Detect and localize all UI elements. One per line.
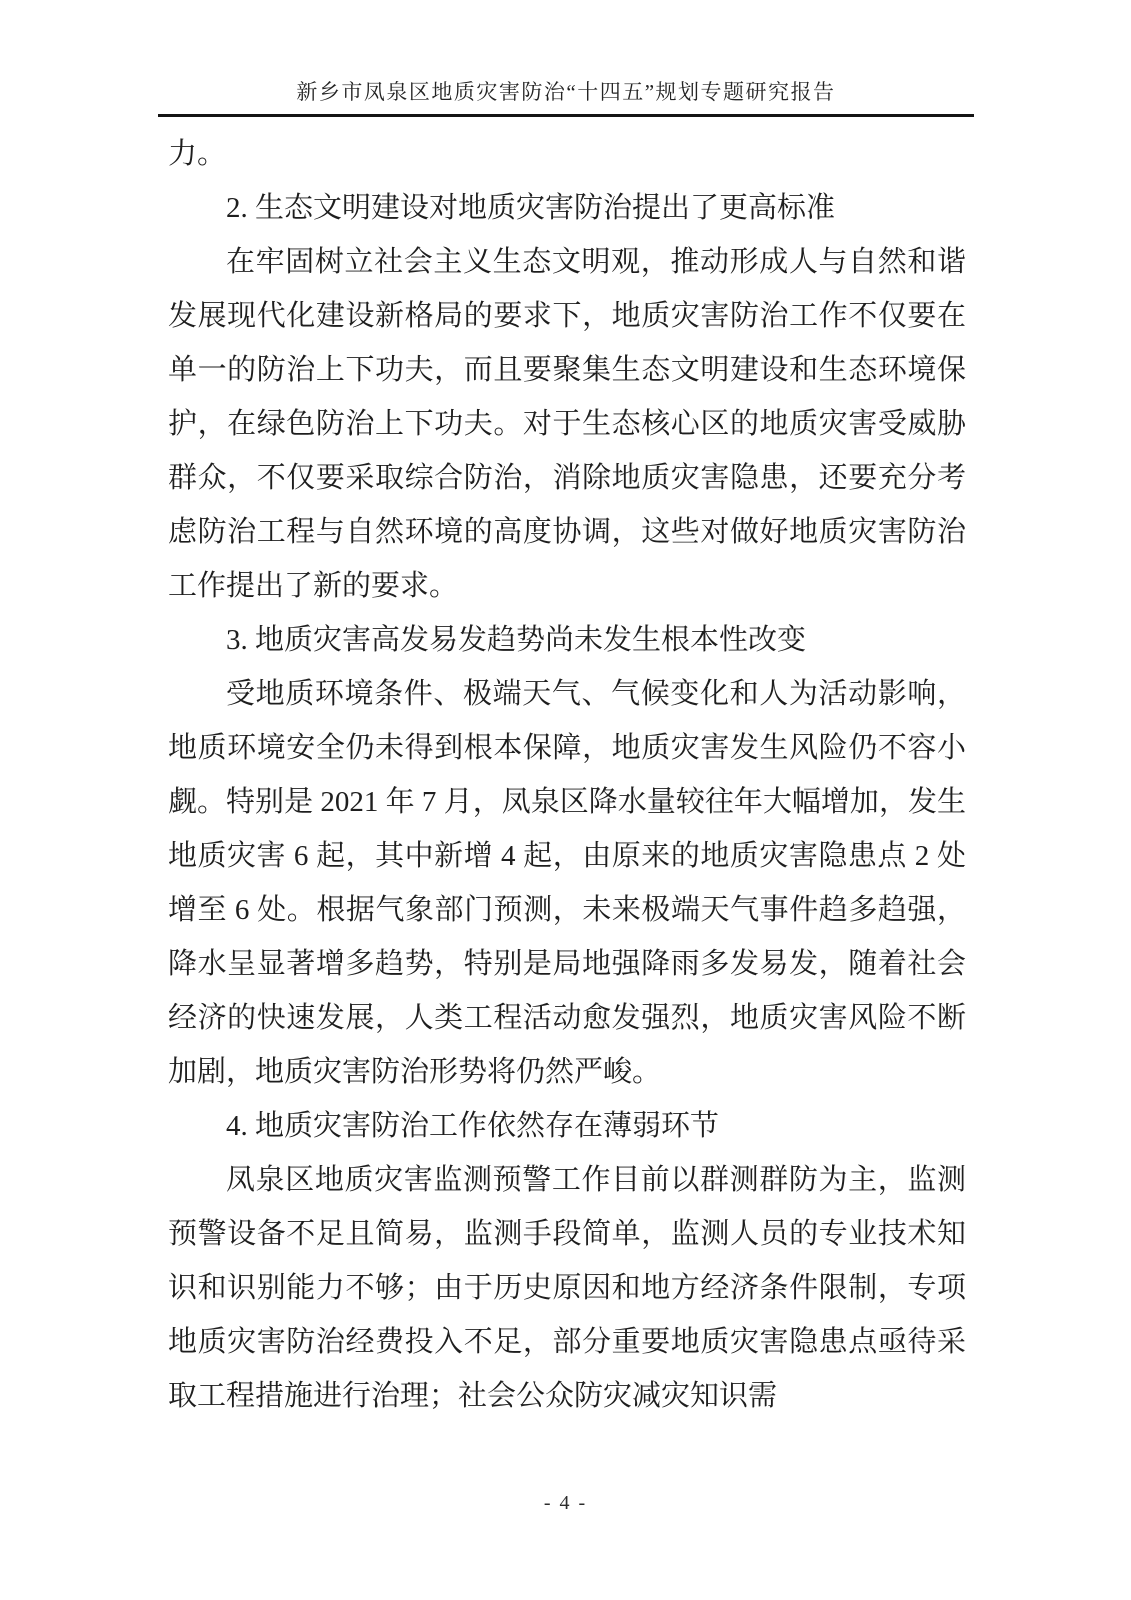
header-rule (158, 114, 974, 117)
section-heading: 2. 生态文明建设对地质灾害防治提出了更高标准 (226, 192, 836, 224)
page-header (160, 76, 972, 106)
body-paragraph: 在牢固树立社会主义生态文明观，推动形成人与自然和谐发展现代化建设新格局的要求下，地质灾害防治工作不仅要在单一的防治上下功夫，而且要聚集生态文明建设和生态环境保护，在绿色防治上下功夫。对于生态核心区的地质灾害受威胁群众，不仅要采取综合防治，消除地质灾害隐患，还要充分考虑防治工程与自然环境的高度协调，这些对做好地质灾害防治工作提出了新的要求。 (168, 246, 966, 602)
body-paragraph: 凤泉区地质灾害监测预警工作目前以群测群防为主，监测预警设备不足且简易，监测手段简单，监测人员的专业技术知识和识别能力不够；由于历史原因和地方经济条件限制，专项地质灾害防治经费投入不足，部分重要地质灾害隐患点亟待采取工程措施进行治理；社会公众防灾减灾知识需 (168, 1164, 966, 1412)
page-footer (0, 1492, 1131, 1515)
document-body (168, 127, 966, 1423)
body-paragraph: 力。 (168, 138, 227, 170)
section-heading: 4. 地质灾害防治工作依然存在薄弱环节 (226, 1110, 720, 1142)
body-paragraph: 受地质环境条件、极端天气、气候变化和人为活动影响，地质环境安全仍未得到根本保障，地质灾害发生风险仍不容小觑。特别是 2021 年 7 月，凤泉区降水量较往年大幅增加，发生地质灾害 6 起，其中新增 4 起，由原来的地质灾害隐患点 2 处增至 6 处。根据气象部门预测，未来极端天气事件趋多趋强，降水呈显著增多趋势，特别是局地强降雨多发易发，随着社会经济的快速发展，人类工程活动愈发强烈，地质灾害风险不断加剧，地质灾害防治形势将仍然严峻。 (168, 678, 966, 1088)
section-heading: 3. 地质灾害高发易发趋势尚未发生根本性改变 (226, 624, 807, 656)
header-title: 新乡市凤泉区地质灾害防治“十四五”规划专题研究报告 (296, 80, 836, 104)
page-number: - 4 - (543, 1492, 588, 1514)
